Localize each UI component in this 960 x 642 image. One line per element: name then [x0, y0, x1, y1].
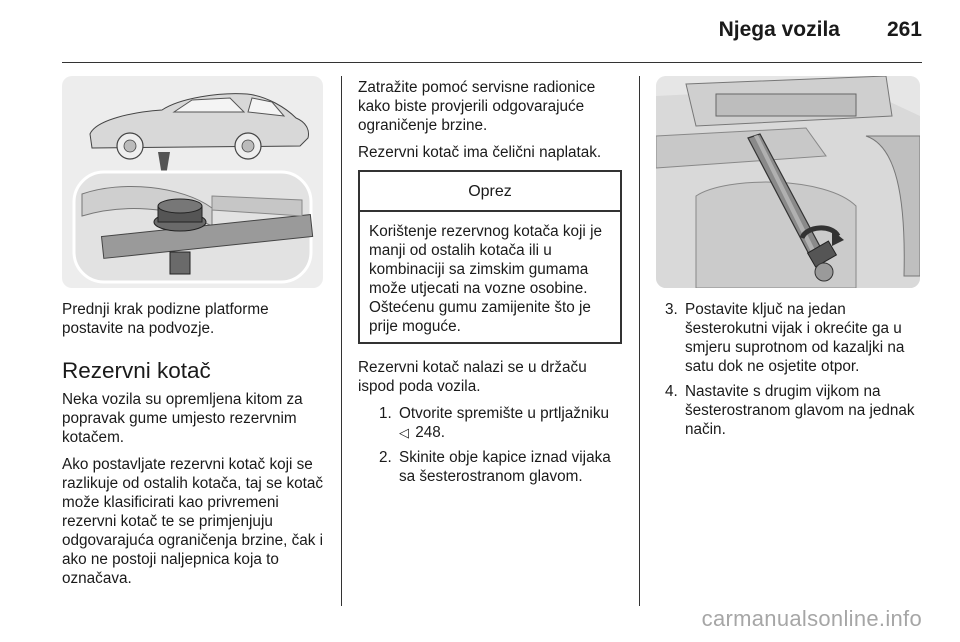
step-text: Postavite ključ na jedan šesterokutni vijak i okrećite ga u smjeru suprotnom od kazaljki na satu dok ne osjetite otpor. — [685, 301, 905, 375]
paragraph: Ako postavljate rezervni kotač koji se razlikuje od ostalih kotača, taj se kotač može klasificirati kao privremeni rezervni kotač te se primjenjuju odgovarajuća ograničenja brzine, čak i ako ne postoji naljepnica koja to označava. — [62, 456, 324, 587]
column-1 — [62, 300, 326, 596]
paragraph: Neka vozila su opremljena kitom za popravak gume umjesto rezervnim kotačem. — [62, 391, 303, 446]
step-list — [358, 404, 622, 486]
step-number: 4. — [665, 383, 678, 400]
step-number: 2. — [379, 449, 392, 466]
list-item — [644, 300, 922, 376]
column-divider-1 — [341, 76, 342, 606]
paragraph: Zatražite pomoć servisne radionice kako biste provjerili odgovarajuće ograničenje brzine. — [358, 79, 596, 134]
section-heading: Rezervni kotač — [62, 358, 211, 383]
page-reference-icon: ◁ — [399, 425, 409, 440]
step-number: 1. — [379, 405, 392, 422]
step-text: Nastavite s drugim vijkom na šesterostranom glavom na jednak način. — [685, 383, 915, 438]
column-divider-2 — [639, 76, 640, 606]
caution-box — [358, 170, 622, 344]
step-number: 3. — [665, 301, 678, 318]
section-title: Njega vozila — [718, 18, 840, 41]
caution-title: Oprez — [360, 172, 620, 212]
column-3 — [644, 300, 922, 445]
list-item — [358, 404, 622, 442]
list-item — [644, 382, 922, 439]
caution-text: Korištenje rezervnog kotača koji je manji od ostalih kotača ili u kombinaciji sa zimskim gumama može utjecati na vozne osobine. Oštećenu gumu zamijenite što je prije moguće. — [369, 223, 602, 335]
step-list — [644, 300, 922, 439]
paragraph: Rezervni kotač ima čelični naplatak. — [358, 144, 602, 161]
watermark: carmanualsonline.info — [701, 606, 922, 631]
header-rule — [62, 62, 922, 63]
column-2 — [358, 78, 622, 492]
step-text: Skinite obje kapice iznad vijaka sa šesterostranom glavom. — [399, 449, 611, 485]
illustration-caption: Prednji krak podizne platforme postavite na podvozje. — [62, 301, 269, 337]
list-item — [358, 448, 622, 486]
wrench-illustration — [656, 76, 920, 288]
page-reference-link[interactable]: 248. — [415, 424, 446, 441]
page-number: 261 — [886, 18, 922, 41]
paragraph: Rezervni kotač nalazi se u držaču ispod poda vozila. — [358, 359, 587, 395]
step-text: Otvorite spremište u prtljažniku — [399, 405, 609, 422]
lift-platform-illustration — [62, 76, 323, 288]
